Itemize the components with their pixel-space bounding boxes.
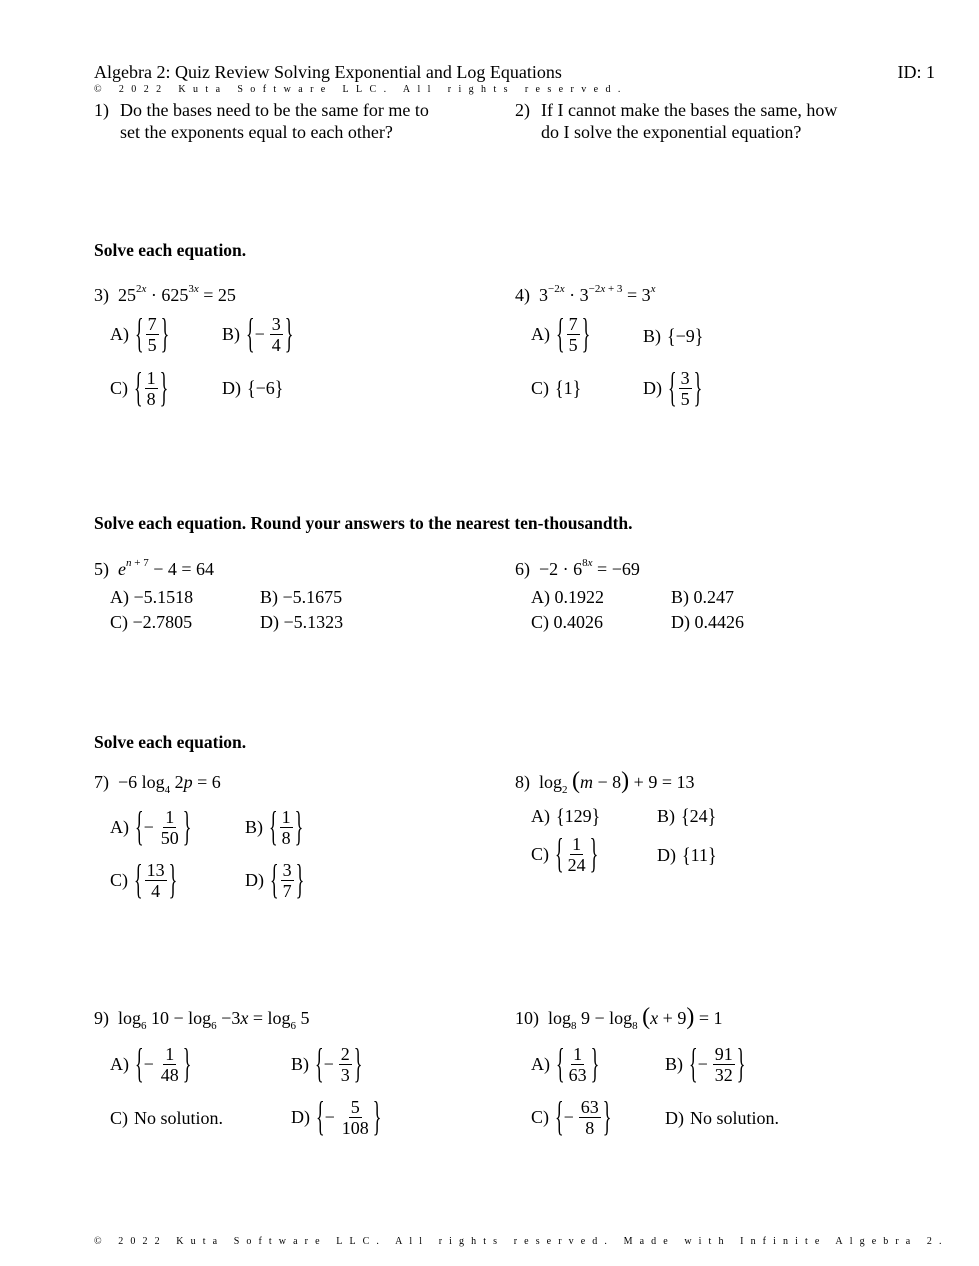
- question-6-equation: $6) -2 \cdot 6^{8x} = -69$: [515, 557, 640, 579]
- q6-option-b[interactable]: B) 0.247: [671, 587, 734, 607]
- question-7-equation: 7) −6 $\log_4 2p = 6$: [94, 772, 221, 796]
- question-5-equation: 5) $e^{n + 7} - 4 = 64$: [94, 557, 215, 579]
- q3-option-a[interactable]: A) { $\frac{7}{5}$ }: [110, 310, 170, 357]
- q7-option-c[interactable]: C) { $\frac{13}{4}$ }: [110, 856, 178, 903]
- instruction-solve-2: Solve each equation.: [94, 732, 247, 752]
- instruction-solve-round: Solve each equation. Round your answers to the nearest ten-thousandth.: [94, 513, 633, 533]
- q7-option-b[interactable]: B) { $\frac{1}{8}$ }: [245, 803, 304, 850]
- question-1: 1) Do the bases need to be the same for me to set the exponents equal to each other?: [94, 100, 429, 142]
- worksheet-id: ID: 1: [897, 62, 935, 82]
- footer-copyright: © 2022 Kuta Software LLC. All rights reserved. Made with Infinite Algebra 2.: [94, 1236, 949, 1247]
- question-4-equation: 4) $3^{-2x} \cdot 3^{-2x + 3} = 3^x$: [515, 283, 656, 305]
- q4-option-d[interactable]: D) { $\frac{3}{5}$ }: [643, 364, 703, 411]
- question-3-equation: 3) $25^{2x} \cdot 625^{3x} = 25$: [94, 283, 236, 305]
- q8-option-b[interactable]: B) { 24 }: [657, 803, 717, 828]
- q10-option-c[interactable]: C) { − $\frac{63}{8}$ }: [531, 1093, 612, 1140]
- q9-option-b[interactable]: B) { − $\frac{2}{3}$ }: [291, 1040, 363, 1087]
- q9-option-a[interactable]: A) { − $\frac{1}{48}$ }: [110, 1040, 192, 1087]
- q8-option-a[interactable]: A) { 129 }: [531, 803, 601, 828]
- q9-option-c[interactable]: C) No solution.: [110, 1108, 224, 1128]
- q6-option-a[interactable]: A) 0.1922: [531, 587, 604, 607]
- q5-option-c[interactable]: C) −2.7805: [110, 612, 193, 632]
- q8-option-c[interactable]: C) { $\frac{1}{24}$ }: [531, 830, 599, 877]
- q3-option-d[interactable]: D) { −6 }: [222, 375, 284, 400]
- q5-option-d[interactable]: D) −5.1323: [260, 612, 344, 632]
- q6-option-d[interactable]: D) 0.4426: [671, 612, 744, 632]
- q7-option-a[interactable]: A) { − $\frac{1}{50}$ }: [110, 803, 192, 850]
- header-copyright: © 2022 Kuta Software LLC. All rights reserved.: [94, 84, 628, 95]
- q7-option-d[interactable]: D) { $\frac{3}{7}$ }: [245, 856, 305, 903]
- q8-option-d[interactable]: D) { 11 }: [657, 842, 717, 867]
- q3-option-c[interactable]: C) { $\frac{1}{8}$ }: [110, 364, 169, 411]
- q10-option-d[interactable]: D) No solution.: [665, 1108, 780, 1128]
- q3-option-b[interactable]: B) { − $\frac{3}{4}$ }: [222, 310, 294, 357]
- q5-option-b[interactable]: B) −5.1675: [260, 587, 343, 607]
- q4-option-b[interactable]: B) { −9 }: [643, 323, 704, 348]
- q4-option-c[interactable]: C) { 1 }: [531, 375, 582, 400]
- q10-option-a[interactable]: A) { $\frac{1}{63}$ }: [531, 1040, 600, 1087]
- worksheet-title: Algebra 2: Quiz Review Solving Exponential and Log Equations: [94, 62, 562, 82]
- q6-option-c[interactable]: C) 0.4026: [531, 612, 603, 632]
- q5-option-a[interactable]: A) −5.1518: [110, 587, 194, 607]
- q4-option-a[interactable]: A) { $\frac{7}{5}$ }: [531, 310, 591, 357]
- instruction-solve-1: Solve each equation.: [94, 240, 247, 260]
- question-9-equation: 9) $\log_6 10 - \log_6 -3x = \log_6 5$: [94, 1008, 310, 1032]
- question-2: 2) If I cannot make the bases the same, how do I solve the exponential equation?: [515, 100, 838, 142]
- question-10-equation: 10) $\log_8 9 - \log_8 (x + 9) = 1$: [515, 1004, 723, 1032]
- question-8-equation: 8) $\log_2 (m - 8) + 9 = 13$: [515, 768, 695, 796]
- q10-option-b[interactable]: B) { − $\frac{91}{32}$ }: [665, 1040, 746, 1087]
- q9-option-d[interactable]: D) { − $\frac{5}{108}$ }: [291, 1093, 382, 1140]
